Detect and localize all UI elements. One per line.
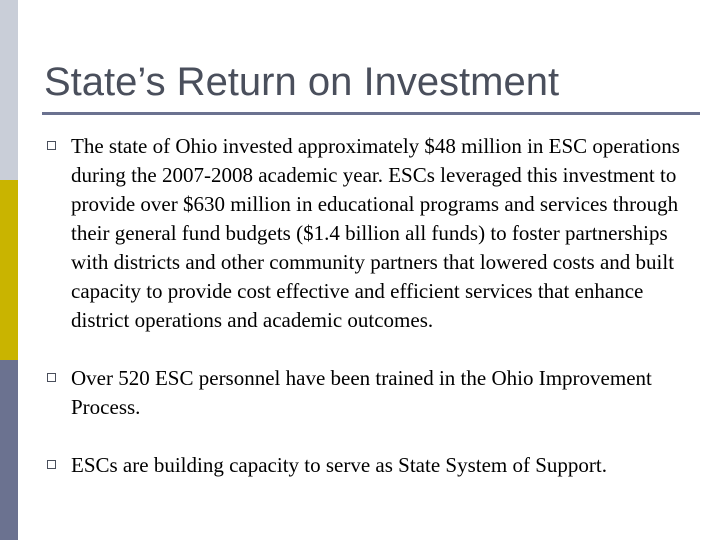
- square-bullet-icon: [47, 141, 56, 150]
- slide-title: State’s Return on Investment: [44, 60, 560, 104]
- bullet-item: [44, 364, 694, 422]
- square-bullet-icon: [47, 460, 56, 469]
- bullet-text: ESCs are building capacity to serve as State System of Support.: [71, 453, 607, 477]
- bullet-text: Over 520 ESC personnel have been trained in the Ohio Improvement Process.: [71, 366, 652, 419]
- side-band-bottom: [0, 360, 18, 540]
- side-band-middle: [0, 180, 18, 360]
- bullet-list: [44, 132, 694, 480]
- bullet-text: The state of Ohio invested approximately $48 million in ESC operations during the 2007-2008 academic year. ESCs leveraged this investment to provide over $630 million in educational programs and services through their general fund budgets ($1.4 billion all funds) to foster partnerships with districts and other community partners that lowered costs and built capacity to provide cost effective and efficient services that enhance district operations and academic outcomes.: [71, 134, 680, 332]
- bullet-item: [44, 132, 694, 335]
- side-band-top: [0, 0, 18, 180]
- square-bullet-icon: [47, 373, 56, 382]
- title-divider: [42, 112, 700, 115]
- bullet-item: [44, 451, 694, 480]
